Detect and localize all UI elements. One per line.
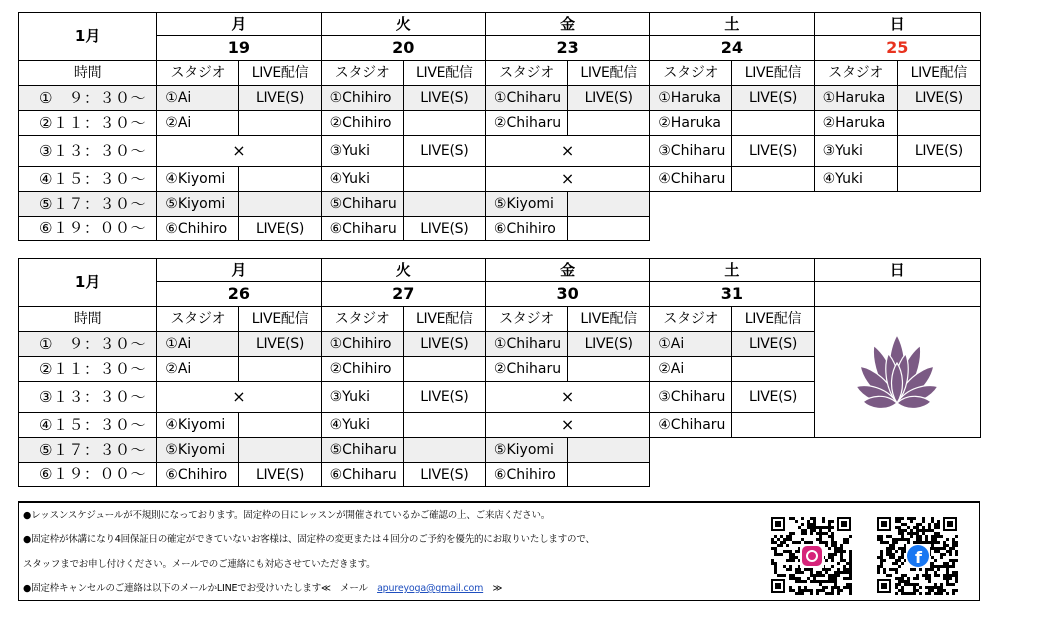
live-stream (239, 192, 321, 217)
studio-class: ⑤Kiyomi (157, 438, 239, 463)
live-header: LIVE配信 (403, 307, 485, 332)
live-header: LIVE配信 (732, 307, 814, 332)
studio-class: ④Chiharu (650, 413, 732, 438)
studio-class: ④Kiyomi (157, 413, 239, 438)
lotus-icon (814, 307, 980, 438)
day-of-week-0: 月 (157, 13, 321, 36)
day-of-week-4: 日 (814, 13, 980, 36)
studio-class: ②Ai (650, 357, 732, 382)
studio-class: ⑤Chiharu (321, 438, 403, 463)
date-4 (814, 282, 980, 307)
live-stream (403, 413, 485, 438)
date-3: 31 (650, 282, 814, 307)
date-0: 19 (157, 36, 321, 61)
live-header: LIVE配信 (897, 61, 980, 86)
live-stream: LIVE(S) (403, 332, 485, 357)
live-stream: LIVE(S) (897, 136, 980, 167)
studio-class: ④Yuki (321, 413, 403, 438)
instagram-qr-code[interactable] (771, 517, 853, 595)
time-slot: ⑥１９：００～ (19, 217, 157, 241)
time-slot: ⑤１７：３０～ (19, 192, 157, 217)
email-link[interactable]: apureyoga@gmail.com (377, 583, 484, 594)
live-header: LIVE配信 (403, 61, 485, 86)
live-stream (239, 413, 321, 438)
studio-class: ⑤Kiyomi (485, 192, 567, 217)
live-stream (732, 111, 814, 136)
closed-mark: × (485, 167, 649, 192)
studio-class: ②Haruka (650, 111, 732, 136)
studio-header: スタジオ (157, 307, 239, 332)
studio-class: ①Chiharu (485, 332, 567, 357)
studio-header: スタジオ (321, 307, 403, 332)
date-0: 26 (157, 282, 321, 307)
live-stream (403, 357, 485, 382)
live-stream (239, 111, 321, 136)
live-stream (897, 167, 980, 192)
studio-class: ④Kiyomi (157, 167, 239, 192)
date-1: 27 (321, 282, 485, 307)
time-slot: ⑤１７：３０～ (19, 438, 157, 463)
live-stream (403, 192, 485, 217)
studio-class: ⑤Chiharu (321, 192, 403, 217)
day-of-week-3: 土 (650, 13, 814, 36)
date-4: 25 (814, 36, 980, 61)
live-stream (732, 357, 814, 382)
studio-class: ①Haruka (650, 86, 732, 111)
live-stream (568, 111, 650, 136)
notice-line-3: スタッフまでお申し付けください。メールでのご連絡にも対応させていただきます。 (23, 559, 376, 570)
studio-class: ⑥Chihiro (157, 463, 239, 487)
live-stream (239, 438, 321, 463)
date-1: 20 (321, 36, 485, 61)
studio-class: ②Chihiro (321, 111, 403, 136)
notice-line-2: ●固定枠が休講になり4回保証日の確定ができていないお客様は、固定枠の変更または４回分のご予約を優先的にお取りいたしますので、 (23, 534, 595, 545)
notice-line-4-prefix: ●固定枠キャンセルのご連絡は以下のメールかLINEでお受けいたします≪ メール (23, 583, 378, 594)
live-stream (732, 413, 814, 438)
live-stream: LIVE(S) (732, 86, 814, 111)
live-stream: LIVE(S) (568, 332, 650, 357)
studio-class: ⑥Chihiro (485, 217, 567, 241)
live-stream: LIVE(S) (732, 382, 814, 413)
studio-class: ②Ai (157, 357, 239, 382)
day-of-week-2: 金 (485, 259, 649, 282)
facebook-qr-code[interactable] (877, 517, 959, 595)
studio-header: スタジオ (157, 61, 239, 86)
live-stream (403, 167, 485, 192)
notice-line-1: ●レッスンスケジュールが不規則になっております。固定枠の日にレッスンが開催されているかご確認の上、ご来店ください。 (23, 510, 551, 521)
time-slot: ① ９：３０～ (19, 86, 157, 111)
date-2: 23 (485, 36, 649, 61)
live-stream (897, 111, 980, 136)
live-stream: LIVE(S) (239, 463, 321, 487)
live-stream: LIVE(S) (897, 86, 980, 111)
studio-class: ⑤Kiyomi (485, 438, 567, 463)
studio-header: スタジオ (650, 307, 732, 332)
live-header: LIVE配信 (732, 61, 814, 86)
live-stream: LIVE(S) (239, 217, 321, 241)
studio-class: ①Ai (157, 332, 239, 357)
day-of-week-1: 火 (321, 259, 485, 282)
live-header: LIVE配信 (239, 61, 321, 86)
studio-header: スタジオ (650, 61, 732, 86)
studio-class: ③Chiharu (650, 136, 732, 167)
month-label: 1月 (19, 259, 157, 307)
live-stream (568, 357, 650, 382)
studio-header: スタジオ (485, 307, 567, 332)
closed-mark: × (157, 136, 321, 167)
live-header: LIVE配信 (568, 307, 650, 332)
studio-class: ③Yuki (321, 382, 403, 413)
instagram-icon (802, 546, 822, 566)
time-slot: ②１１：３０～ (19, 111, 157, 136)
time-slot: ④１５：３０～ (19, 167, 157, 192)
studio-class: ②Ai (157, 111, 239, 136)
notice-line-4 (23, 580, 502, 594)
day-of-week-0: 月 (157, 259, 321, 282)
live-stream: LIVE(S) (403, 463, 485, 487)
day-of-week-3: 土 (650, 259, 814, 282)
live-stream: LIVE(S) (568, 86, 650, 111)
live-stream: LIVE(S) (403, 136, 485, 167)
studio-class: ⑥Chiharu (321, 217, 403, 241)
live-stream: LIVE(S) (403, 217, 485, 241)
live-stream (239, 357, 321, 382)
studio-header: スタジオ (321, 61, 403, 86)
live-stream (568, 463, 650, 487)
time-slot: ③１３：３０～ (19, 136, 157, 167)
week1-schedule-table (18, 12, 981, 241)
live-stream: LIVE(S) (403, 86, 485, 111)
notice-line-4-suffix: ≫ (483, 583, 503, 594)
live-stream: LIVE(S) (732, 332, 814, 357)
live-stream (239, 167, 321, 192)
studio-class: ③Yuki (814, 136, 897, 167)
closed-mark: × (157, 382, 321, 413)
live-stream (568, 217, 650, 241)
studio-class: ①Chiharu (485, 86, 567, 111)
date-2: 30 (485, 282, 649, 307)
time-slot: ⑥１９：００～ (19, 463, 157, 487)
live-stream: LIVE(S) (239, 86, 321, 111)
time-header: 時間 (19, 307, 157, 332)
studio-class: ③Yuki (321, 136, 403, 167)
closed-mark: × (485, 382, 649, 413)
time-slot: ① ９：３０～ (19, 332, 157, 357)
studio-class: ④Yuki (321, 167, 403, 192)
live-stream (403, 111, 485, 136)
studio-class: ③Chiharu (650, 382, 732, 413)
live-header: LIVE配信 (568, 61, 650, 86)
studio-class: ⑥Chihiro (485, 463, 567, 487)
studio-class: ④Chiharu (650, 167, 732, 192)
time-slot: ②１１：３０～ (19, 357, 157, 382)
day-of-week-1: 火 (321, 13, 485, 36)
studio-class: ⑥Chiharu (321, 463, 403, 487)
live-stream: LIVE(S) (403, 382, 485, 413)
studio-class: ②Haruka (814, 111, 897, 136)
studio-class: ①Chihiro (321, 332, 403, 357)
live-stream (403, 438, 485, 463)
studio-header: スタジオ (814, 61, 897, 86)
time-slot: ④１５：３０～ (19, 413, 157, 438)
live-stream (732, 167, 814, 192)
time-header: 時間 (19, 61, 157, 86)
live-stream: LIVE(S) (732, 136, 814, 167)
live-stream: LIVE(S) (239, 332, 321, 357)
live-stream (568, 192, 650, 217)
month-label: 1月 (19, 13, 157, 61)
studio-class: ⑥Chihiro (157, 217, 239, 241)
studio-class: ①Ai (157, 86, 239, 111)
studio-class: ④Yuki (814, 167, 897, 192)
studio-class: ①Haruka (814, 86, 897, 111)
studio-header: スタジオ (485, 61, 567, 86)
date-3: 24 (650, 36, 814, 61)
time-slot: ③１３：３０～ (19, 382, 157, 413)
closed-mark: × (485, 413, 649, 438)
studio-class: ②Chiharu (485, 111, 567, 136)
live-stream (568, 438, 650, 463)
svg-text:f: f (915, 548, 922, 567)
studio-class: ⑤Kiyomi (157, 192, 239, 217)
studio-class: ①Ai (650, 332, 732, 357)
day-of-week-2: 金 (485, 13, 649, 36)
live-header: LIVE配信 (239, 307, 321, 332)
closed-mark: × (485, 136, 649, 167)
studio-class: ②Chiharu (485, 357, 567, 382)
day-of-week-4: 日 (814, 259, 980, 282)
week2-schedule-table (18, 258, 981, 487)
notice-box (18, 501, 980, 601)
studio-class: ①Chihiro (321, 86, 403, 111)
studio-class: ②Chihiro (321, 357, 403, 382)
